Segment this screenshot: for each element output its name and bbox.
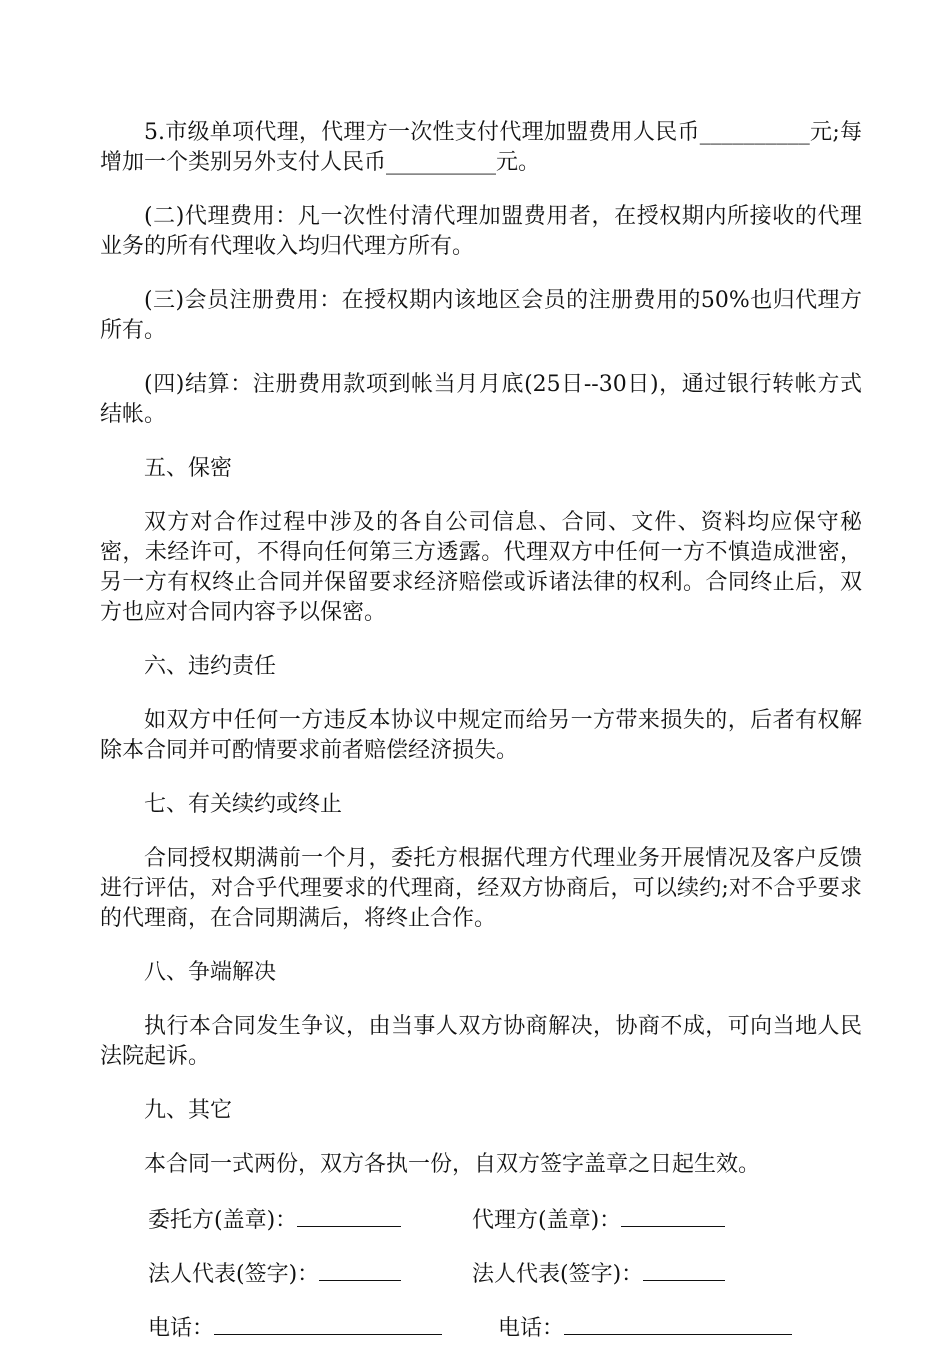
clause-city-agency-fee: 5.市级单项代理，代理方一次性支付代理加盟费用人民币__________元;每增加一个类别另外支付人民币__________元。 — [100, 120, 862, 175]
signature-client-legal-rep — [148, 1258, 401, 1290]
clause-other: 本合同一式两份，双方各执一份，自双方签字盖章之日起生效。 — [144, 1152, 761, 1177]
clause-liability: 如双方中任何一方违反本协议中规定而给另一方带来损失的，后者有权解除本合同并可酌情要求前者赔偿经济损失。 — [100, 708, 862, 763]
signature-label: 电话： — [148, 1316, 215, 1341]
section-heading-dispute: 八、争端解决 — [144, 960, 277, 985]
signature-agent-phone — [498, 1312, 792, 1344]
signature-agent-legal-rep — [472, 1258, 725, 1290]
clause-member-registration-fee: (三)会员注册费用：在授权期内该地区会员的注册费用的50%也归代理方所有。 — [100, 288, 862, 343]
section-heading-other: 九、其它 — [144, 1098, 233, 1123]
signature-label: 电话： — [498, 1316, 565, 1341]
signature-blank[interactable] — [297, 1204, 401, 1227]
signature-blank[interactable] — [319, 1258, 401, 1281]
signature-label: 代理方(盖章)： — [472, 1208, 622, 1233]
signature-label: 法人代表(签字)： — [472, 1262, 644, 1287]
signature-row-legal-rep — [100, 1258, 862, 1288]
section-heading-liability: 六、违约责任 — [144, 654, 277, 679]
signature-blank[interactable] — [643, 1258, 725, 1281]
clause-agency-fee: (二)代理费用：凡一次性付清代理加盟费用者，在授权期内所接收的代理业务的所有代理收入均归代理方所有。 — [100, 204, 862, 259]
signature-blank[interactable] — [621, 1204, 725, 1227]
signature-blank[interactable] — [214, 1312, 442, 1335]
contract-page — [100, 118, 862, 1366]
signature-row-seal — [100, 1204, 862, 1234]
signature-blank[interactable] — [564, 1312, 792, 1335]
signature-client-seal — [148, 1204, 401, 1236]
signature-label: 法人代表(签字)： — [148, 1262, 320, 1287]
signature-client-phone — [148, 1312, 442, 1344]
signature-label: 委托方(盖章)： — [148, 1208, 298, 1233]
clause-confidentiality: 双方对合作过程中涉及的各自公司信息、合同、文件、资料均应保守秘密，未经许可，不得向任何第三方透露。代理双方中任何一方不慎造成泄密，另一方有权终止合同并保留要求经济赔偿或诉诸法律的权利。合同终止后，双方也应对合同内容予以保密。 — [100, 510, 862, 625]
clause-settlement: (四)结算：注册费用款项到帐当月月底(25日--30日)，通过银行转帐方式结帐。 — [100, 372, 862, 427]
clause-dispute: 执行本合同发生争议，由当事人双方协商解决，协商不成，可向当地人民法院起诉。 — [100, 1014, 862, 1069]
signature-row-phone — [100, 1312, 862, 1342]
section-heading-renewal: 七、有关续约或终止 — [144, 792, 343, 817]
clause-renewal: 合同授权期满前一个月，委托方根据代理方代理业务开展情况及客户反馈进行评估，对合乎代理要求的代理商，经双方协商后，可以续约;对不合乎要求的代理商，在合同期满后，将终止合作。 — [100, 846, 862, 931]
signature-agent-seal — [472, 1204, 725, 1236]
section-heading-confidentiality: 五、保密 — [144, 456, 233, 481]
